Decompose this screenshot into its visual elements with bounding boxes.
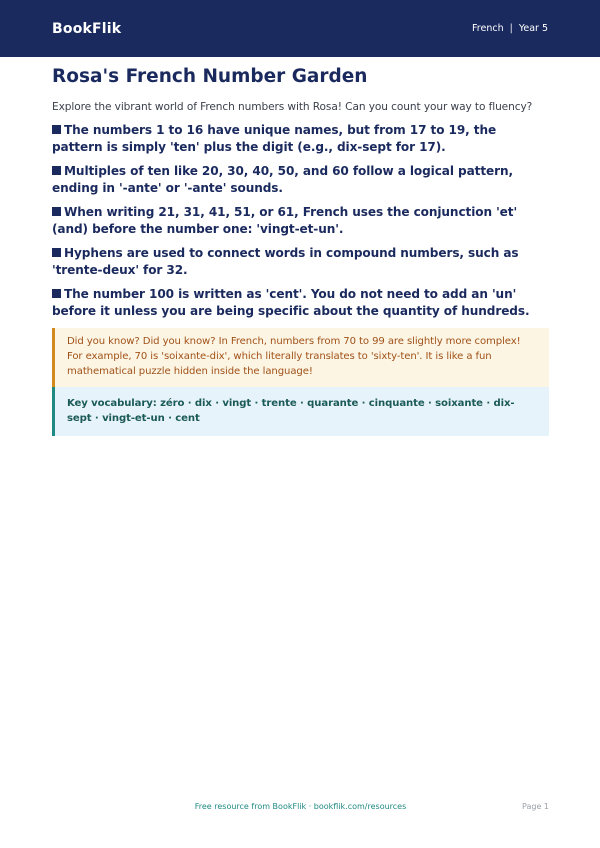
list-item [52,163,549,197]
list-item [52,245,549,279]
list-item-text: The number 100 is written as 'cent'. You do not need to add an 'un' before it unless you are being specific about the quantity of hundreds. [52,287,530,318]
square-bullet-icon [52,289,61,298]
brand-logo-text[interactable]: BookFlik [52,20,122,37]
page-header [0,0,600,57]
footer-resource-link[interactable]: Free resource from BookFlik · bookflik.com/resources [194,802,407,811]
main-content [52,66,549,436]
page-title: Rosa's French Number Garden [52,66,368,87]
intro-text: Explore the vibrant world of French numbers with Rosa! Can you count your way to fluency? [52,101,533,113]
list-item [52,122,549,156]
list-item-text: When writing 21, 31, 41, 51, or 61, French uses the conjunction 'et' (and) before the number one: 'vingt-et-un'. [52,205,518,236]
square-bullet-icon [52,125,61,134]
page-number: Page 1 [522,802,549,811]
square-bullet-icon [52,248,61,257]
square-bullet-icon [52,207,61,216]
subject-label: French [472,23,504,34]
key-vocabulary-box [52,387,549,436]
square-bullet-icon [52,166,61,175]
year-label: Year 5 [518,23,548,34]
header-meta [472,23,548,34]
list-item-text: The numbers 1 to 16 have unique names, but from 17 to 19, the pattern is simply 'ten' plus the digit (e.g., dix-sept for 17). [52,123,497,154]
bullet-list [52,122,549,320]
key-vocabulary-text: Key vocabulary: zéro · dix · vingt · trente · quarante · cinquante · soixante · dix-sept · vingt-et-un · cent [67,398,515,424]
meta-separator: | [509,23,513,34]
page-footer [52,802,549,814]
did-you-know-text: Did you know? Did you know? In French, numbers from 70 to 99 are slightly more complex! For example, 70 is 'soixante-dix', which literally translates to 'sixty-ten'. It is like a fun mathematical puzzle hidden inside the language! [67,336,521,377]
list-item-text: Hyphens are used to connect words in compound numbers, such as 'trente-deux' for 32. [52,246,519,277]
list-item-text: Multiples of ten like 20, 30, 40, 50, and 60 follow a logical pattern, ending in '-ante' or '-ante' sounds. [52,164,513,195]
list-item [52,286,549,320]
list-item [52,204,549,238]
did-you-know-box [52,328,549,387]
